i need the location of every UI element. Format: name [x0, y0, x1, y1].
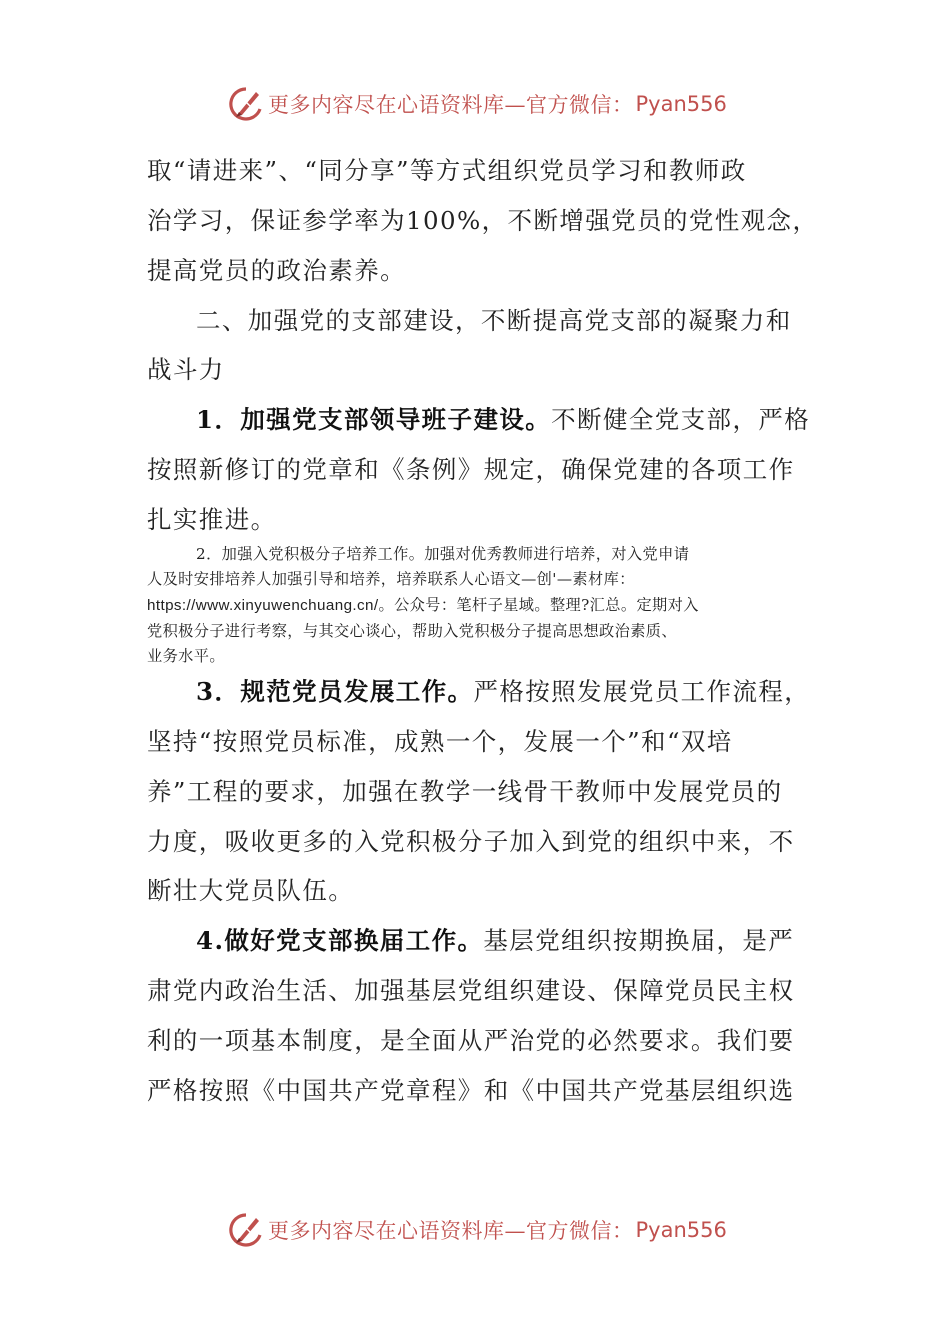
paragraph-line: 扎实推进。 [147, 505, 277, 534]
item-1-line [196, 404, 810, 436]
banner-wechat-id: Pyan556 [635, 1218, 727, 1242]
section-heading: 二、加强党的支部建设，不断提高党支部的凝聚力和 [196, 306, 792, 335]
website-url: https://www.xinyuwenchuang.cn/ [147, 597, 379, 614]
paragraph-line: 按照新修订的党章和《条例》规定，确保党建的各项工作 [147, 455, 795, 484]
small-text-line: 业务水平。 [147, 647, 225, 665]
paragraph-line: 养”工程的要求，加强在教学一线骨干教师中发展党员的 [147, 777, 783, 806]
item-3-title: 3．规范党员发展工作。 [196, 677, 474, 706]
paragraph-line: 力度，吸收更多的入党积极分子加入到党的组织中来，不 [147, 827, 795, 856]
paragraph-line: 坚持“按照党员标准，成熟一个，发展一个”和“双培 [147, 727, 733, 756]
small-text-line: 2．加强入党积极分子培养工作。加强对优秀教师进行培养，对入党申请 [196, 545, 690, 563]
paragraph-line: 提高党员的政治素养。 [147, 256, 406, 285]
quill-pen-seal-icon [226, 1210, 266, 1250]
header-banner [226, 82, 727, 126]
paragraph-line: 肃党内政治生活、加强基层党组织建设、保障党员民主权 [147, 976, 795, 1005]
small-text-line [147, 594, 699, 617]
section-heading-cont: 战斗力 [147, 355, 225, 384]
paragraph-line: 严格按照《中国共产党章程》和《中国共产党基层组织选 [147, 1076, 795, 1105]
item-3-text: 严格按照发展党员工作流程， [473, 677, 811, 706]
item-4-text: 基层党组织按期换届，是严 [483, 926, 795, 955]
item-4-title: 4.做好党支部换届工作。 [196, 926, 484, 955]
item-1-text: 不断健全党支部，严格 [551, 405, 811, 434]
small-text-line: 党积极分子进行考察，与其交心谈心，帮助入党积极分子提高思想政治素质、 [147, 622, 677, 640]
quill-pen-seal-icon [226, 84, 266, 124]
small-text-rest: 。公众号：笔杆子星域。整理?汇总。定期对入 [378, 596, 699, 614]
item-3-line [196, 676, 810, 708]
small-text-line: 人及时安排培养人加强引导和培养，培养联系人心语文—创'—素材库： [147, 570, 635, 588]
paragraph-line: 断壮大党员队伍。 [147, 876, 355, 905]
banner-text: 更多内容尽在心语资料库—官方微信： [268, 1219, 634, 1243]
paragraph-line: 取“请进来”、“同分享”等方式组织党员学习和教师政 [147, 156, 747, 185]
banner-wechat-id: Pyan556 [635, 92, 727, 116]
banner-text: 更多内容尽在心语资料库—官方微信： [268, 93, 634, 117]
item-4-line [196, 925, 794, 957]
footer-banner [226, 1208, 727, 1252]
paragraph-line: 利的一项基本制度，是全面从严治党的必然要求。我们要 [147, 1026, 795, 1055]
item-1-title: 1．加强党支部领导班子建设。 [196, 405, 552, 434]
paragraph-line: 治学习，保证参学率为100%，不断增强党员的党性观念， [147, 206, 819, 235]
